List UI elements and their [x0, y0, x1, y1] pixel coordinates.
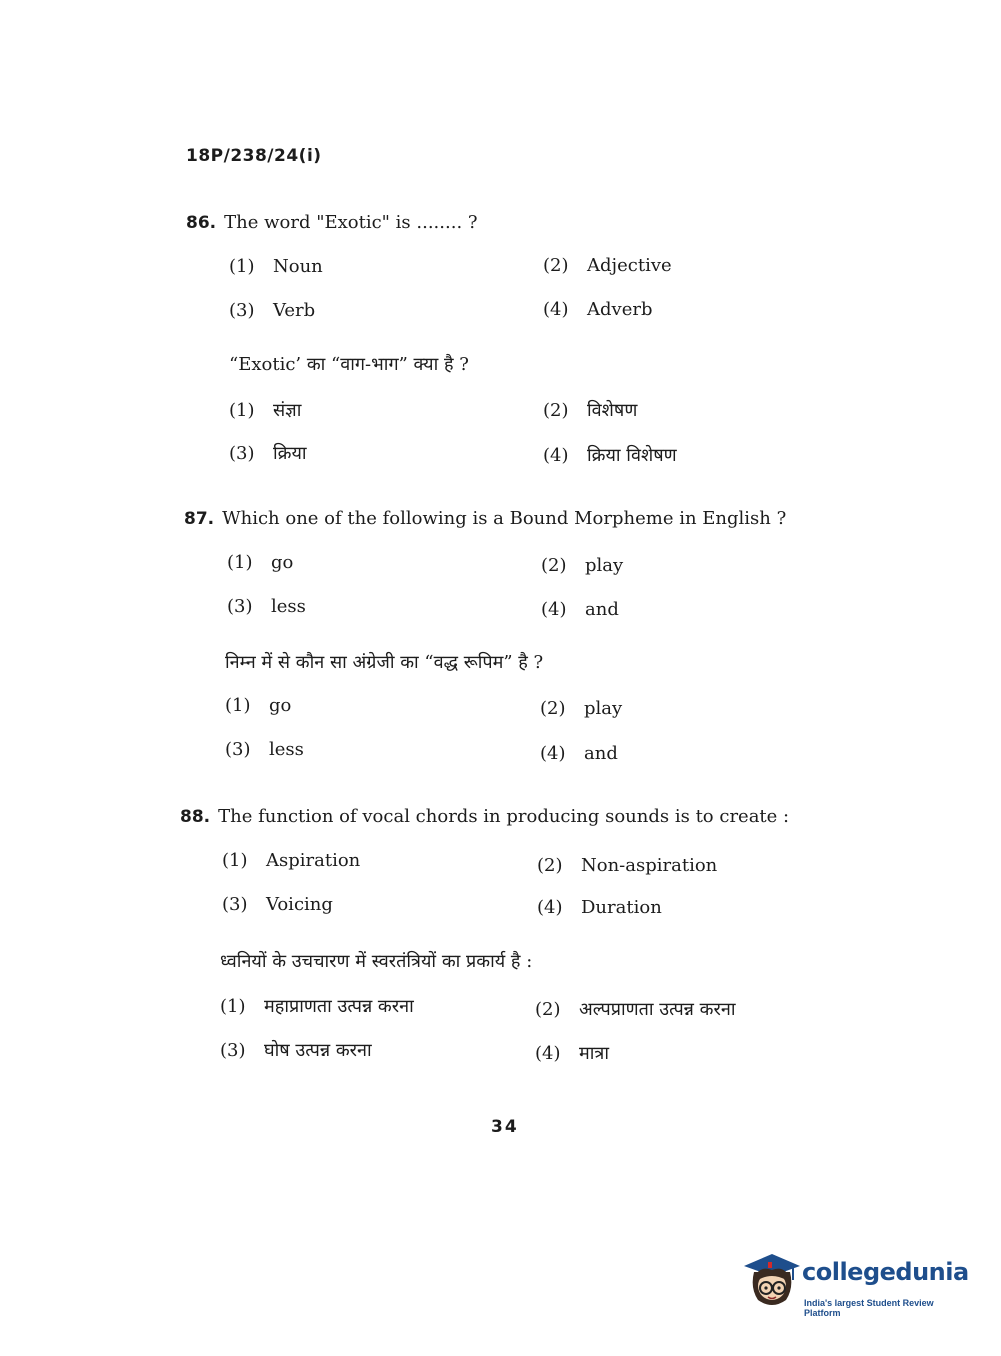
option-index: (1) [227, 552, 253, 573]
page-number: 34 [491, 1117, 519, 1137]
option-label: Adverb [587, 299, 653, 320]
option-label: Noun [273, 256, 323, 277]
option-87-2 [541, 555, 623, 576]
option-label: Aspiration [266, 850, 361, 871]
option-index: (1) [229, 256, 255, 277]
option-index: (4) [537, 897, 563, 918]
option-index: (3) [227, 596, 253, 617]
option-label: विशेषण [587, 400, 638, 421]
option-label: Verb [273, 300, 316, 321]
option-index: (2) [537, 855, 563, 876]
option-label: less [269, 739, 304, 760]
option-label: क्रिया [273, 443, 307, 464]
question-88 [180, 806, 789, 827]
question-87 [184, 508, 786, 529]
option-index: (4) [535, 1043, 561, 1064]
option-index: (4) [543, 299, 569, 320]
question-number: 86. [186, 213, 217, 233]
option-87-3 [227, 596, 306, 617]
option-index: (2) [541, 555, 567, 576]
question-number: 87. [184, 509, 215, 529]
option-88-3 [222, 894, 333, 915]
option-86-3 [229, 300, 315, 321]
hindi-option-87-4 [540, 743, 618, 764]
option-index: (2) [543, 255, 569, 276]
option-label: play [585, 555, 624, 576]
hindi-option-87-1 [225, 695, 291, 716]
hindi-option-88-4 [535, 1041, 609, 1065]
hindi-question-88: ध्वनियों के उचचारण में स्वरतंत्रियों का प्रकार्य है : [220, 951, 533, 972]
hindi-question-86: “Exotic’ का “वाग-भाग” क्या है ? [229, 354, 469, 375]
question-86 [186, 212, 478, 233]
option-86-2 [543, 255, 672, 276]
hindi-option-88-1 [220, 994, 414, 1018]
option-index: (3) [229, 443, 255, 464]
brand-name: collegedunia [802, 1258, 969, 1286]
option-index: (1) [229, 400, 255, 421]
collegedunia-logo [742, 1248, 972, 1318]
option-label: घोष उत्पन्न करना [264, 1040, 372, 1061]
question-text: The word "Exotic" is ........ ? [224, 212, 478, 233]
hindi-option-86-1 [229, 398, 301, 422]
hindi-option-86-2 [543, 398, 637, 422]
option-label: go [271, 552, 294, 573]
option-86-1 [229, 256, 323, 277]
option-index: (4) [543, 445, 569, 466]
option-87-1 [227, 552, 293, 573]
option-index: (2) [543, 400, 569, 421]
option-label: Duration [581, 897, 662, 918]
option-index: (1) [222, 850, 248, 871]
option-index: (3) [220, 1040, 246, 1061]
option-index: (4) [541, 599, 567, 620]
option-label: less [271, 596, 306, 617]
option-88-4 [537, 897, 662, 918]
option-label: संज्ञा [273, 400, 302, 421]
question-text: Which one of the following is a Bound Morpheme in English ? [222, 508, 787, 529]
brand-tagline: India's largest Student Review Platform [804, 1298, 934, 1318]
option-88-1 [222, 850, 360, 871]
hindi-question-87: निम्न में से कौन सा अंग्रेजी का “वद्ध रूपिम” है ? [225, 652, 544, 673]
option-label: Non-aspiration [581, 855, 718, 876]
option-label: अल्पप्राणता उत्पन्न करना [579, 999, 736, 1020]
option-label: महाप्राणता उत्पन्न करना [264, 996, 414, 1017]
option-86-4 [543, 299, 652, 320]
option-index: (1) [220, 996, 246, 1017]
hindi-option-87-3 [225, 739, 304, 760]
option-index: (1) [225, 695, 251, 716]
option-index: (3) [225, 739, 251, 760]
option-index: (2) [535, 999, 561, 1020]
hindi-option-86-3 [229, 441, 307, 465]
option-label: Voicing [266, 894, 333, 915]
option-label: क्रिया विशेषण [587, 445, 677, 466]
hindi-option-87-2 [540, 698, 622, 719]
option-label: and [584, 743, 618, 764]
option-label: play [584, 698, 623, 719]
option-88-2 [537, 855, 717, 876]
option-label: and [585, 599, 619, 620]
question-number: 88. [180, 807, 211, 827]
hindi-option-86-4 [543, 443, 677, 467]
graduate-mascot-icon [742, 1248, 802, 1310]
option-index: (2) [540, 698, 566, 719]
hindi-option-88-2 [535, 997, 736, 1021]
option-index: (3) [222, 894, 248, 915]
page-code: 18P/238/24(i) [186, 146, 322, 166]
question-text: The function of vocal chords in producing sounds is to create : [218, 806, 790, 827]
option-87-4 [541, 599, 619, 620]
option-label: go [269, 695, 292, 716]
hindi-option-88-3 [220, 1038, 372, 1062]
option-label: मात्रा [579, 1043, 610, 1064]
option-label: Adjective [587, 255, 672, 276]
option-index: (4) [540, 743, 566, 764]
option-index: (3) [229, 300, 255, 321]
